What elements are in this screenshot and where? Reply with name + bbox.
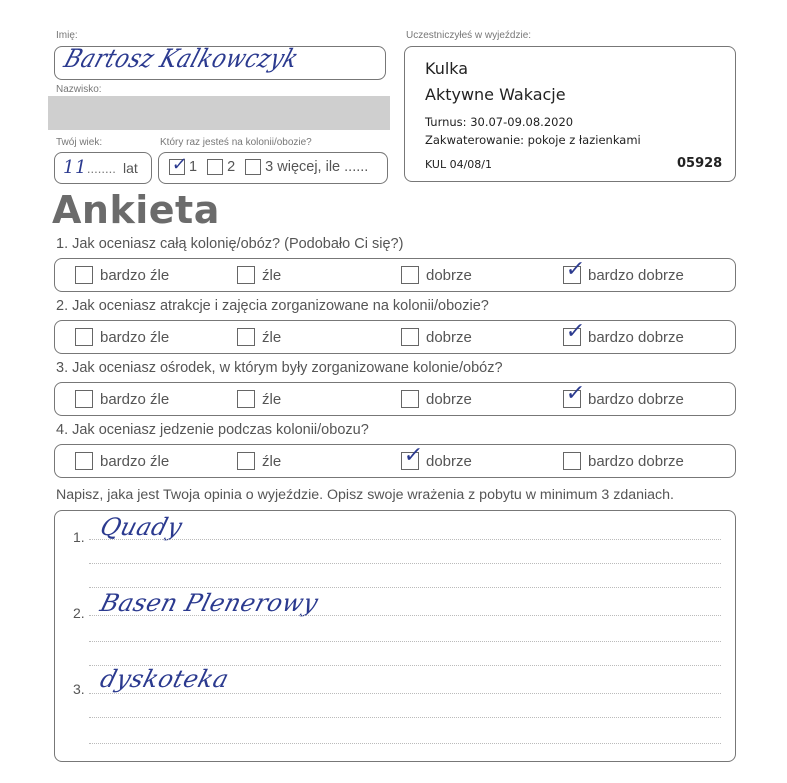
checkmark-icon: ✓ <box>564 381 587 406</box>
answer-line <box>89 693 721 694</box>
q1-checkbox-3[interactable] <box>401 266 419 284</box>
ticket-code: KUL 04/08/1 <box>425 158 492 171</box>
q1-checkbox-1[interactable] <box>75 266 93 284</box>
question-2: 2. Jak oceniasz atrakcje i zajęcia zorganizowane na kolonii/obozie? <box>56 298 489 314</box>
age-value-wrap <box>63 157 116 178</box>
question-1: 1. Jak oceniasz całą kolonię/obóz? (Podobało Ci się?) <box>56 236 404 252</box>
answer-line <box>89 641 721 642</box>
question-1-options <box>54 258 736 292</box>
answer-2-handwriting: Basen Plenerowy <box>97 589 322 617</box>
checkmark-icon: ✓ <box>170 154 189 175</box>
checkmark-icon: ✓ <box>564 319 587 344</box>
q1-checkbox-2[interactable] <box>237 266 255 284</box>
name-handwriting: Bartosz Kalkowczyk <box>60 45 303 74</box>
option-label: bardzo dobrze <box>588 328 684 346</box>
ticket-turnus: Turnus: 30.07-09.08.2020 <box>425 115 574 129</box>
option-label: bardzo źle <box>100 328 170 346</box>
answer-line <box>89 539 721 540</box>
name-field[interactable] <box>54 46 386 80</box>
times-options <box>169 154 369 175</box>
times-checkbox-2[interactable] <box>207 159 223 175</box>
times-field[interactable] <box>158 152 388 184</box>
option-label: bardzo źle <box>100 390 170 408</box>
q1-checkbox-4[interactable] <box>563 257 587 284</box>
option-label: bardzo dobrze <box>588 452 684 470</box>
age-value: 11 <box>63 157 87 178</box>
answer-number-2: 2. <box>73 605 85 621</box>
answer-line <box>89 743 721 744</box>
surname-label: Nazwisko: <box>56 84 102 95</box>
q3-checkbox-1[interactable] <box>75 390 93 408</box>
option-label: dobrze <box>426 266 472 284</box>
option-label: dobrze <box>426 328 472 346</box>
times-checkbox-1[interactable] <box>169 154 189 175</box>
q1-option-1[interactable] <box>75 266 169 284</box>
question-2-options <box>54 320 736 354</box>
age-dots: ........ <box>86 161 116 176</box>
question-3: 3. Jak oceniasz ośrodek, w którym były zorganizowane kolonie/obóz? <box>56 360 503 376</box>
answer-1-handwriting: Quady <box>97 513 186 541</box>
answer-number-3: 3. <box>73 681 85 697</box>
ticket-accommodation: Zakwaterowanie: pokoje z łazienkami <box>425 133 641 147</box>
answer-line <box>89 615 721 616</box>
trip-label: Uczestniczyłeś w wyjeździe: <box>406 30 532 41</box>
option-label: źle <box>262 390 282 408</box>
q4-checkbox-3[interactable] <box>401 443 425 470</box>
times-option-1: 1 <box>189 159 198 175</box>
q2-checkbox-2[interactable] <box>237 328 255 346</box>
q2-checkbox-3[interactable] <box>401 328 419 346</box>
times-label: Który raz jesteś na kolonii/obozie? <box>160 137 312 148</box>
q2-option-2[interactable] <box>237 328 281 346</box>
checkmark-icon: ✓ <box>402 443 425 468</box>
name-label: Imię: <box>56 30 78 41</box>
option-label: dobrze <box>426 390 472 408</box>
option-label: bardzo źle <box>100 452 170 470</box>
age-field[interactable] <box>54 152 152 184</box>
q4-checkbox-2[interactable] <box>237 452 255 470</box>
opinion-box[interactable] <box>54 510 736 762</box>
ticket-number: 05928 <box>677 156 723 171</box>
option-label: bardzo źle <box>100 266 170 284</box>
q4-checkbox-4[interactable] <box>563 452 581 470</box>
option-label: źle <box>262 328 282 346</box>
option-label: bardzo dobrze <box>588 266 684 284</box>
age-unit: lat <box>123 160 138 176</box>
question-4-options <box>54 444 736 478</box>
answer-line <box>89 717 721 718</box>
question-3-options <box>54 382 736 416</box>
survey-title: Ankieta <box>52 188 220 232</box>
times-option-3: 3 więcej, ile ...... <box>265 159 369 175</box>
checkmark-icon: ✓ <box>564 257 587 282</box>
q4-checkbox-1[interactable] <box>75 452 93 470</box>
q1-option-4[interactable] <box>563 257 684 284</box>
times-option-2: 2 <box>227 159 236 175</box>
age-label: Twój wiek: <box>56 137 103 148</box>
surname-redaction <box>48 96 390 130</box>
times-checkbox-3[interactable] <box>245 159 261 175</box>
q1-option-2[interactable] <box>237 266 281 284</box>
answer-line <box>89 587 721 588</box>
q3-option-3[interactable] <box>401 390 472 408</box>
answer-number-1: 1. <box>73 529 85 545</box>
option-label: źle <box>262 452 282 470</box>
answer-line <box>89 563 721 564</box>
option-label: bardzo dobrze <box>588 390 684 408</box>
q4-option-2[interactable] <box>237 452 281 470</box>
q3-checkbox-2[interactable] <box>237 390 255 408</box>
question-4: 4. Jak oceniasz jedzenie podczas kolonii/obozu? <box>56 422 369 438</box>
trip-ticket <box>404 46 736 182</box>
q2-checkbox-1[interactable] <box>75 328 93 346</box>
q4-option-1[interactable] <box>75 452 169 470</box>
opinion-prompt: Napisz, jaka jest Twoja opinia o wyjeździe. Opisz swoje wrażenia z pobytu w minimum 3 zdaniach. <box>56 487 674 503</box>
option-label: dobrze <box>426 452 472 470</box>
answer-3-handwriting: dyskoteka <box>97 665 233 693</box>
ticket-program: Aktywne Wakacje <box>425 85 566 104</box>
q1-option-3[interactable] <box>401 266 472 284</box>
ticket-name: Kulka <box>425 59 469 78</box>
q2-option-3[interactable] <box>401 328 472 346</box>
option-label: źle <box>262 266 282 284</box>
q3-checkbox-4[interactable] <box>563 381 587 408</box>
q4-option-3[interactable] <box>401 443 472 470</box>
q2-checkbox-4[interactable] <box>563 319 587 346</box>
q3-option-4[interactable] <box>563 381 684 408</box>
q4-option-4[interactable] <box>563 452 684 470</box>
q3-option-1[interactable] <box>75 390 169 408</box>
q2-option-1[interactable] <box>75 328 169 346</box>
q3-checkbox-3[interactable] <box>401 390 419 408</box>
q3-option-2[interactable] <box>237 390 281 408</box>
q2-option-4[interactable] <box>563 319 684 346</box>
